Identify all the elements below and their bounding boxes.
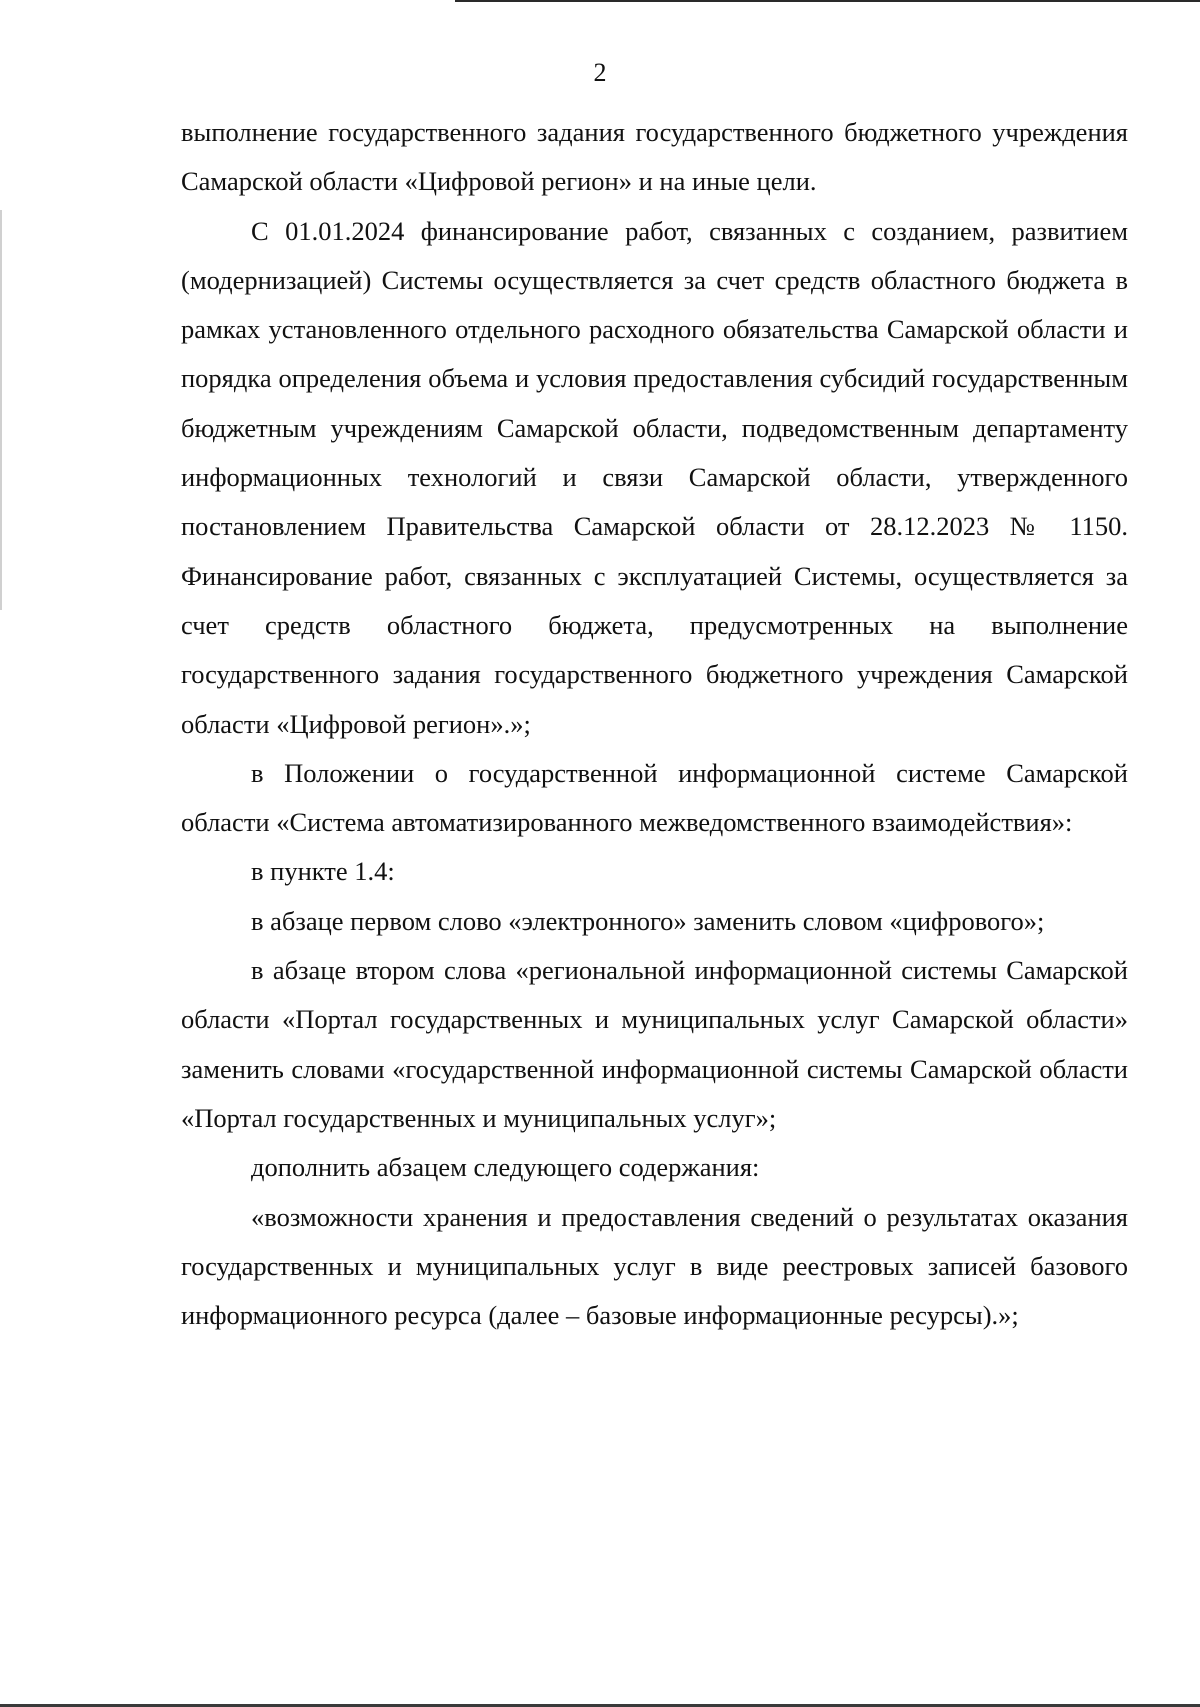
paragraph: дополнить абзацем следующего содержания: bbox=[251, 1152, 760, 1183]
paragraph: в пункте 1.4: bbox=[251, 856, 395, 887]
page-number: 2 bbox=[593, 58, 607, 87]
paragraph: в абзаце втором слова «региональной информационной системы Самарской области «Портал государственных и муниципальных услуг Самарской области» заменить словами «государственной информационной системы Самарской области «Портал государственных и муниципальных услуг»; bbox=[181, 955, 1128, 1133]
scan-edge-left bbox=[0, 210, 2, 610]
paragraph: «возможности хранения и предоставления сведений о результатах оказания государственных и муниципальных услуг в виде реестровых записей базового информационного ресурса (далее – базовые информационные ресурсы).»; bbox=[181, 1201, 1128, 1331]
paragraph: в абзаце первом слово «электронного» заменить словом «цифрового»; bbox=[251, 905, 1045, 936]
paragraph: в Положении о государственной информационной системе Самарской области «Система автоматизированного межведомственного взаимодействия»: bbox=[181, 757, 1128, 838]
paragraph: С 01.01.2024 финансирование работ, связанных с созданием, развитием (модернизацией) Системы осуществляется за счет средств областного бюджета в рамках установленного отдельного расходного обязательства Самарской области и порядка определения объема и условия предоставления субсидий государственным бюджетным учреждениям Самарской области, подведомственным департаменту информационных технологий и связи Самарской области, утвержденного постановлением Правительства Самарской области от 28.12.2023 № 1150. Финансирование работ, связанных с эксплуатацией Системы, осуществляется за счет средств областного бюджета, предусмотренных на выполнение государственного задания государственного бюджетного учреждения Самарской области «Цифровой регион».»; bbox=[181, 215, 1128, 739]
document-body bbox=[181, 108, 1128, 1340]
scan-edge-top bbox=[455, 0, 1200, 2]
paragraph: выполнение государственного задания государственного бюджетного учреждения Самарской области «Цифровой регион» и на иные цели. bbox=[181, 117, 1128, 197]
